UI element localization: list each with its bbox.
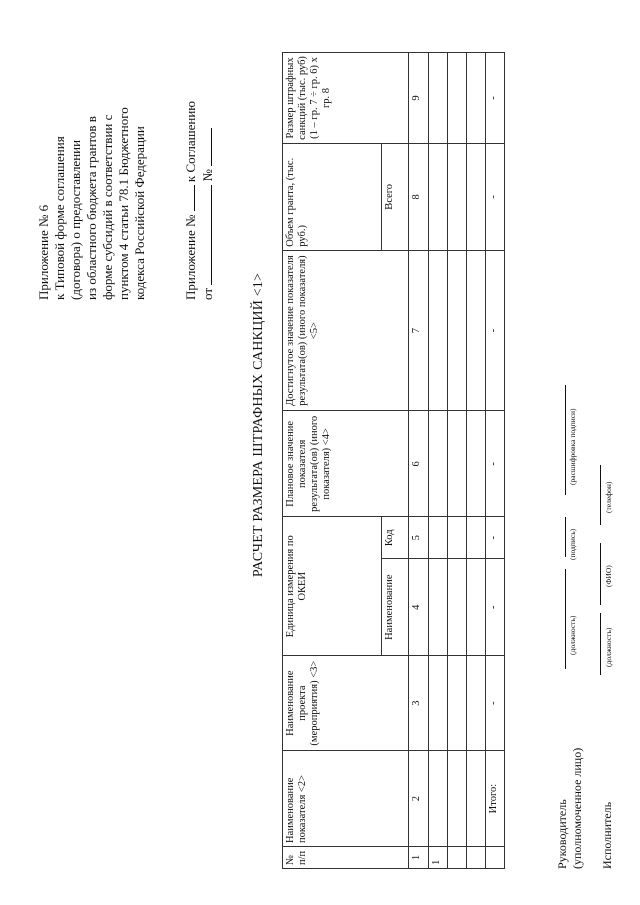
table-cell[interactable] — [429, 411, 448, 517]
header-num: № п/п — [283, 847, 409, 869]
penalty-table — [282, 52, 505, 869]
table-cell[interactable] — [467, 53, 486, 144]
head-label-sub: (уполномоченное лицо) — [570, 747, 584, 869]
table-cell[interactable] — [448, 559, 467, 656]
appendix-line: кодекса Российской Федерации — [132, 126, 147, 300]
total-value: - — [486, 411, 505, 517]
table-cell[interactable] — [429, 751, 448, 847]
appendix-line: пунктом 4 статьи 78.1 Бюджетного — [116, 107, 131, 300]
table-cell[interactable] — [467, 143, 486, 250]
total-row — [486, 53, 505, 869]
table-cell[interactable] — [429, 517, 448, 559]
appendix-line: форме субсидий в соответствии с — [100, 114, 115, 300]
appendix-line: (договора) о предоставлении — [68, 139, 83, 300]
agreement-date-label: от — [200, 287, 215, 300]
column-number: 7 — [409, 250, 429, 411]
table-cell[interactable] — [448, 143, 467, 250]
header-unit-code: Код — [382, 517, 409, 559]
table-cell[interactable] — [448, 751, 467, 847]
executor-name-line[interactable] — [600, 543, 601, 605]
table-cell[interactable] — [467, 559, 486, 656]
agreement-reference — [182, 101, 216, 300]
header-volume-total: Всего — [382, 143, 409, 250]
column-number: 8 — [409, 143, 429, 250]
head-name-line[interactable] — [565, 385, 566, 495]
total-value: - — [486, 656, 505, 751]
head-caption-name: (расшифровка подписи) — [568, 408, 577, 485]
total-value: - — [486, 559, 505, 656]
table-cell[interactable] — [448, 250, 467, 411]
table-cell[interactable] — [467, 751, 486, 847]
column-number: 1 — [409, 847, 429, 869]
column-number: 4 — [409, 559, 429, 656]
table-cell[interactable] — [448, 517, 467, 559]
executor-position-line[interactable] — [600, 613, 601, 675]
header-planned: Плановое значение показателя результата(ов) (иного показателя) <4> — [283, 411, 409, 517]
table-cell[interactable] — [429, 53, 448, 144]
table-cell[interactable] — [429, 143, 448, 250]
executor-caption-position: (должность) — [604, 627, 613, 667]
table-cell[interactable] — [448, 656, 467, 751]
executor-label: Исполнитель — [600, 801, 614, 869]
column-number: 2 — [409, 751, 429, 847]
column-number-row — [409, 53, 429, 869]
appendix-line: Приложение № 6 — [36, 204, 51, 300]
header-volume: Объем гранта, (тыс. руб.) — [283, 143, 382, 250]
table-cell — [467, 847, 486, 869]
header-unit: Единица измерения по ОКЕИ — [283, 517, 382, 656]
total-value: - — [486, 517, 505, 559]
table-cell — [486, 847, 505, 869]
table-cell[interactable] — [448, 411, 467, 517]
header-project: Наименование проекта (мероприятия) <3> — [283, 656, 409, 751]
table-cell[interactable] — [467, 411, 486, 517]
agreement-date-field[interactable] — [199, 185, 212, 285]
header-row — [283, 53, 382, 869]
table-cell[interactable] — [429, 656, 448, 751]
column-number: 3 — [409, 656, 429, 751]
table-row — [448, 53, 467, 869]
header-indicator: Наименование показателя <2> — [283, 751, 409, 847]
head-signature-line[interactable] — [565, 517, 566, 557]
table-row — [429, 53, 448, 869]
executor-caption-phone: (телефон) — [604, 481, 613, 513]
agreement-suffix-label: к Соглашению — [183, 100, 198, 183]
executor-phone-line[interactable] — [600, 465, 601, 525]
document-title: РАСЧЕТ РАЗМЕРА ШТРАФНЫХ САНКЦИЙ <1> — [251, 272, 266, 578]
header-unit-name: Наименование — [382, 559, 409, 656]
head-caption-position: (должность) — [568, 615, 577, 655]
appendix-header — [36, 20, 148, 300]
column-number: 9 — [409, 53, 429, 144]
agreement-number-label: № — [200, 169, 215, 182]
head-label: Руководитель — [555, 799, 569, 869]
column-number: 6 — [409, 411, 429, 517]
agreement-number-field[interactable] — [199, 128, 212, 166]
head-position-line[interactable] — [565, 569, 566, 669]
appendix-line: из областного бюджета грантов в — [84, 116, 99, 300]
table-cell[interactable] — [429, 250, 448, 411]
head-caption-signature: (подпись) — [568, 528, 577, 560]
appendix-line: к Типовой форме соглашения — [52, 136, 67, 300]
executor-caption-name: (ФИО) — [604, 565, 613, 587]
table-cell[interactable] — [467, 656, 486, 751]
total-value: - — [486, 250, 505, 411]
header-penalty: Размер штрафных санкций (тыс. руб) (1 – гр. 7 ÷ гр. 6) х гр. 8 — [283, 53, 409, 144]
appendix-number-field[interactable] — [182, 185, 195, 211]
table-cell[interactable] — [448, 53, 467, 144]
head-signature-label — [555, 748, 585, 869]
table-cell — [448, 847, 467, 869]
header-achieved: Достигнутое значение показателя результата(ов) (иного показателя) <5> — [283, 250, 409, 411]
total-label: Итого: — [486, 751, 505, 847]
total-value: - — [486, 143, 505, 250]
table-cell[interactable] — [467, 517, 486, 559]
table-cell: 1 — [429, 847, 448, 869]
agreement-appendix-label: Приложение № — [183, 214, 198, 300]
total-value: - — [486, 53, 505, 144]
table-cell[interactable] — [467, 250, 486, 411]
table-row — [467, 53, 486, 869]
table-cell[interactable] — [429, 559, 448, 656]
column-number: 5 — [409, 517, 429, 559]
